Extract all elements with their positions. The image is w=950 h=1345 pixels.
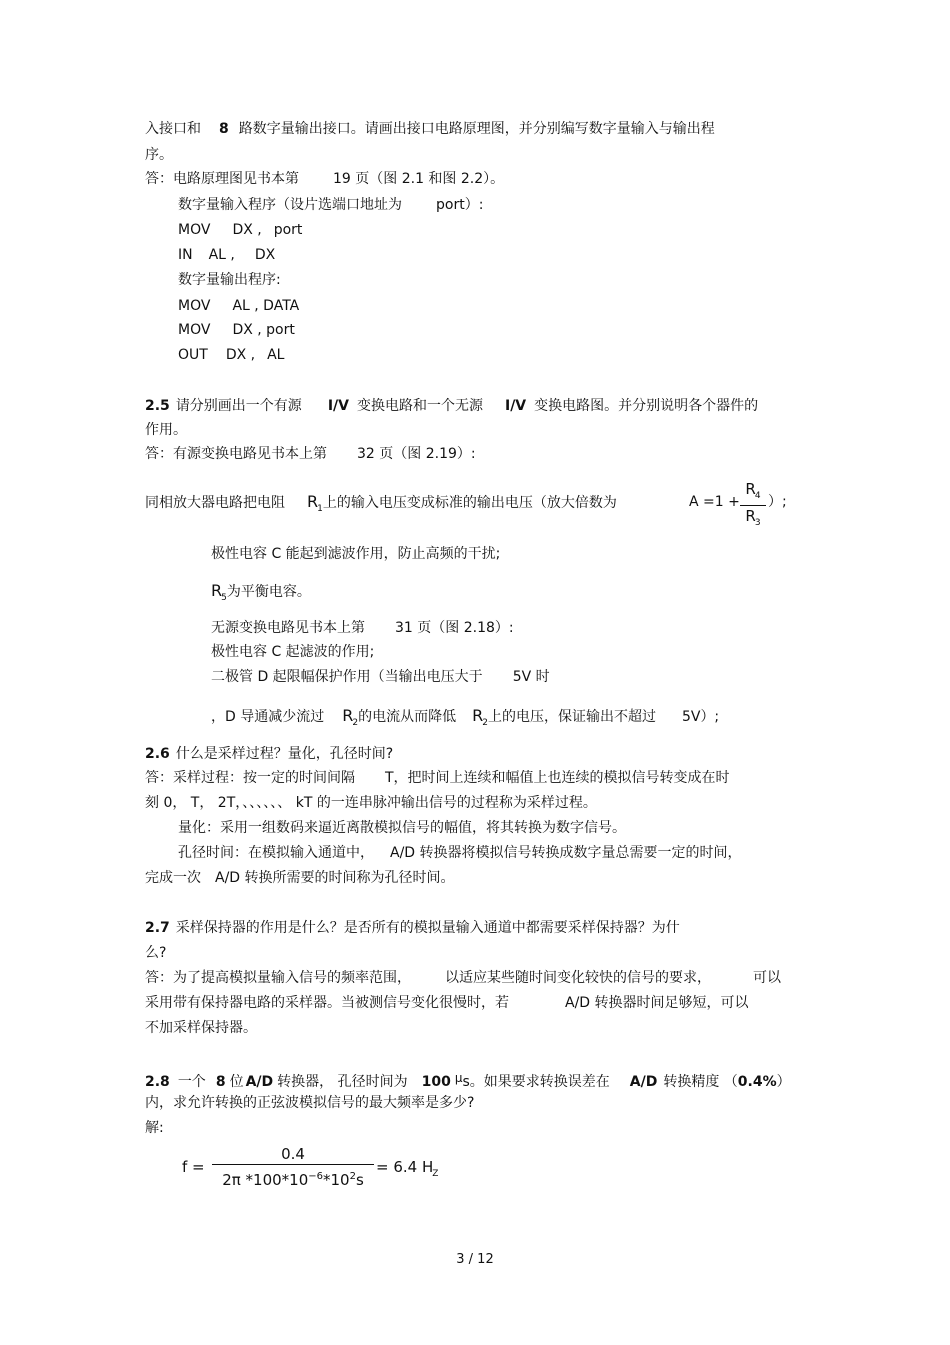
answer-line: 答：电路原理图见书本第 19 页（图 2.1 和图 2.2）。 xyxy=(145,171,505,187)
fraction-denominator: 2π $*100*10^{-6}*10^2s$ xyxy=(222,1171,364,1189)
passive-circuit-line: 无源变换电路见书本上第 31 页（图 2.18）: xyxy=(211,620,514,636)
formula-rhs: = 6.4 $H_Z$ xyxy=(376,1158,439,1179)
aperture-note-2: 完成一次 A/D 转换所需要的时间称为孔径时间。 xyxy=(145,870,455,886)
answer-line: 答：采样过程：按一定的时间间隔 T，把时间上连续和幅值上也连续的模拟信号转变成在时 xyxy=(145,770,730,786)
answer-line-3: 不加采样保持器。 xyxy=(145,1020,257,1036)
intro-line-2: 序。 xyxy=(145,147,173,163)
formula-lhs: f = xyxy=(182,1158,205,1176)
code-line: IN AL , DX xyxy=(178,247,276,263)
fraction-numerator: 0.4 xyxy=(212,1144,374,1165)
question-2-5: 2.5 请分别画出一个有源 I/V 变换电路和一个无源 I/V 变换电路图。并分别说明各个器件的 xyxy=(145,398,759,414)
answer-line: 答：为了提高模拟量输入信号的频率范围， 以适应某些随时间变化较快的信号的要求， 可以 xyxy=(145,970,781,986)
question-2-8: 2.8 一个 8 位 A/D 转换器， 孔径时间为 100 μs。如果要求转换误差在 A/D 转换精度 （0.4%） xyxy=(145,1071,791,1090)
gain-formula-lhs: A =1 + xyxy=(689,494,740,510)
fraction-numerator: $R_4$ xyxy=(740,480,766,506)
code-line: MOV DX , port xyxy=(178,322,295,338)
question-2-7: 2.7 采样保持器的作用是什么？是否所有的模拟量输入通道中都需要采样保持器？为什 xyxy=(145,920,680,936)
capacitor-note: 极性电容 C 能起到滤波作用，防止高频的干扰; xyxy=(211,546,501,562)
answer-line-2: 刻 0， T， 2T，、、、、、、 kT 的一连串脉冲输出信号的过程称为采样过程。 xyxy=(145,795,597,811)
aperture-note: 孔径时间：在模拟输入通道中， A/D 转换器将模拟信号转换成数字量总需要一定的时间， xyxy=(178,845,742,861)
code-line: OUT DX , AL xyxy=(178,347,285,363)
code-line: MOV AL , DATA xyxy=(178,298,300,314)
answer-line-2: 采用带有保持器电路的采样器。当被测信号变化很慢时，若 A/D 转换器时间足够短，可以 xyxy=(145,995,749,1011)
diode-note-2: ，D 导通减少流过 $R_2$的电流从而降低 $R_2$上的电压，保证输出不超过 5V）; xyxy=(211,706,720,728)
question-2-5-line-2: 作用。 xyxy=(145,422,187,438)
page-number: 3 / 12 xyxy=(456,1252,494,1267)
solution-label: 解: xyxy=(145,1120,164,1136)
quantization-note: 量化：采用一组数码来逼近离散模拟信号的幅值，将其转换为数字信号。 xyxy=(178,820,626,836)
input-program-title: 数字量输入程序（设片选端口地址为 port）: xyxy=(178,197,484,213)
r5-note: $R_5$为平衡电容。 xyxy=(211,581,311,603)
code-line: MOV DX , port xyxy=(178,222,303,238)
question-2-6: 2.6 什么是采样过程？量化，孔径时间? xyxy=(145,746,394,762)
amplifier-line: 同相放大器电路把电阻 $R_1$上的输入电压变成标准的输出电压（放大倍数为 xyxy=(145,492,617,514)
question-2-8-line-2: 内，求允许转换的正弦波模拟信号的最大频率是多少? xyxy=(145,1095,475,1111)
fraction-denominator: $R_3$ xyxy=(745,507,761,528)
question-2-7-line-2: 么? xyxy=(145,945,167,961)
output-program-title: 数字量输出程序: xyxy=(178,272,281,288)
capacitor-note-2: 极性电容 C 起滤波的作用; xyxy=(211,644,375,660)
answer-line: 答：有源变换电路见书本上第 32 页（图 2.19）: xyxy=(145,446,476,462)
diode-note: 二极管 D 起限幅保护作用（当输出电压大于 5V 时 xyxy=(211,669,550,685)
intro-line-1: 入接口和 8 路数字量输出接口。请画出接口电路原理图，并分别编写数字量输入与输出程 xyxy=(145,121,715,137)
gain-formula-end: ）; xyxy=(768,494,787,510)
gain-formula-fraction xyxy=(740,480,766,533)
frequency-fraction xyxy=(212,1144,374,1192)
